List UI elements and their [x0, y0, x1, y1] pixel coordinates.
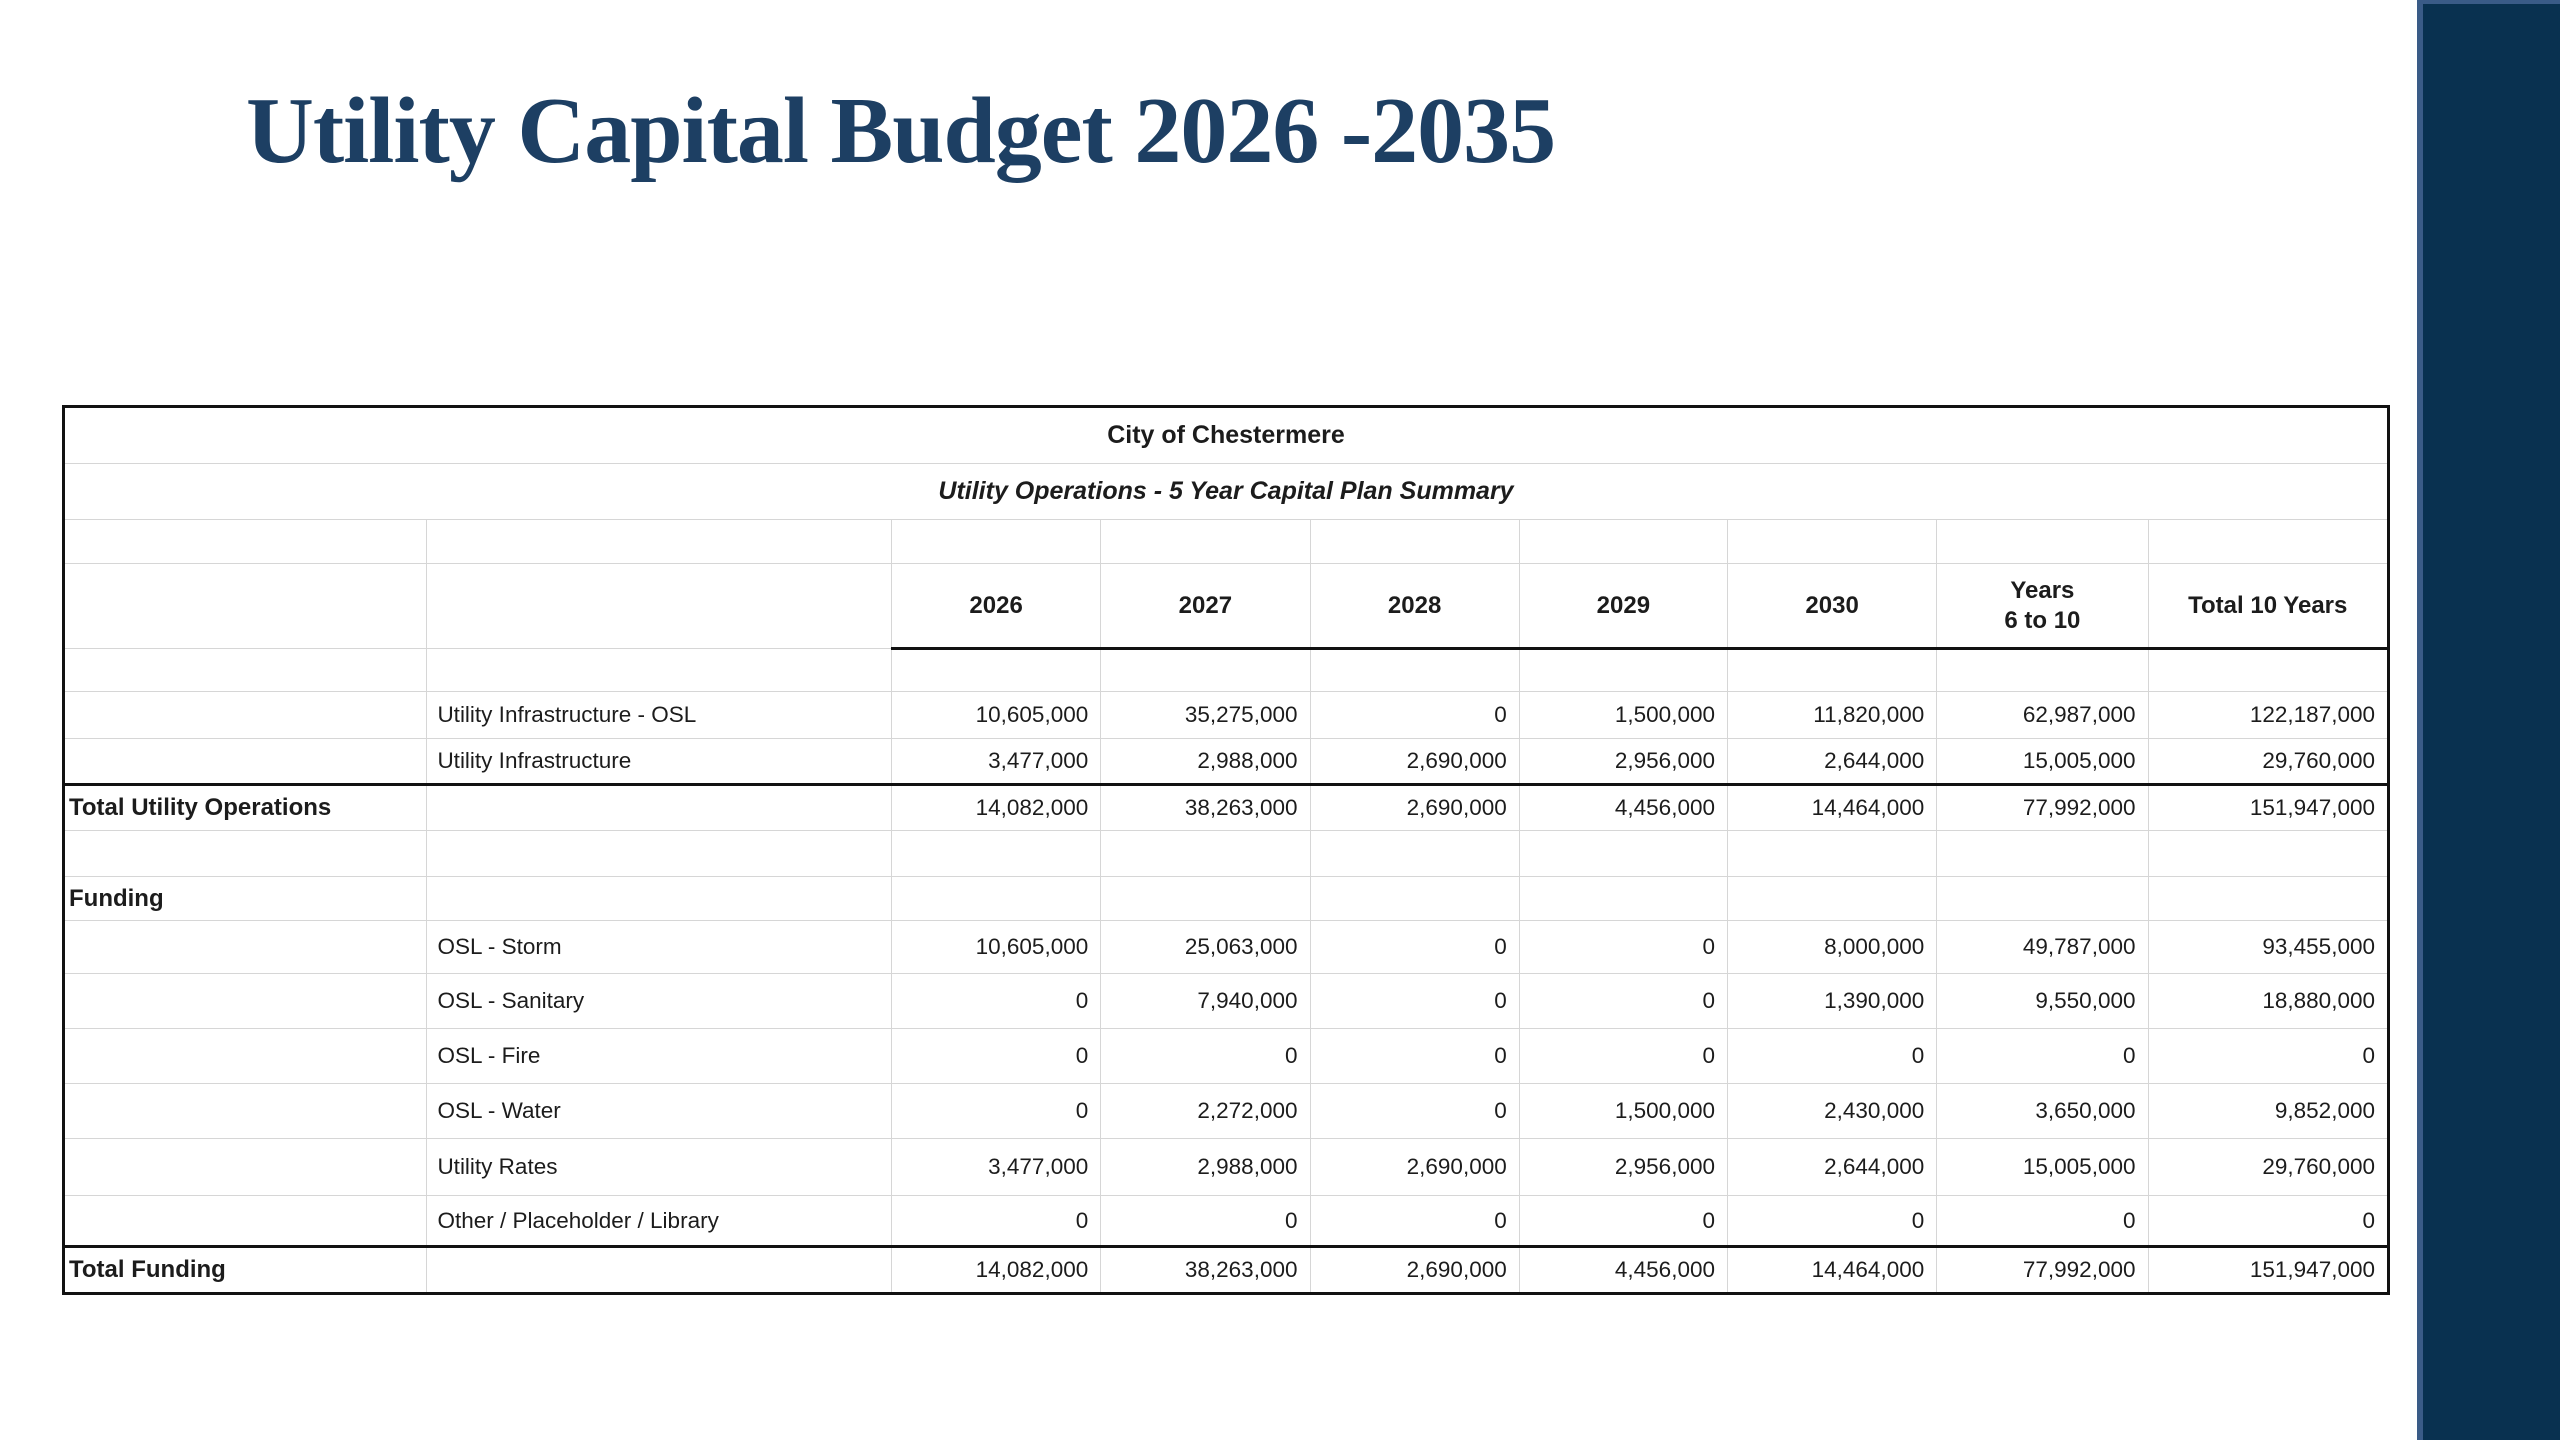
slide-title: Utility Capital Budget 2026 -2035: [246, 79, 1556, 183]
amount-cell: 0: [1310, 974, 1519, 1029]
amount-cell: 2,644,000: [1728, 739, 1937, 785]
empty-cell: [1310, 877, 1519, 921]
amount-cell: 0: [1937, 1196, 2148, 1247]
amount-cell: 2,956,000: [1519, 739, 1727, 785]
amount-cell: 2,988,000: [1101, 1139, 1310, 1196]
amount-cell: 3,477,000: [892, 739, 1101, 785]
section-label-funding: Funding: [64, 877, 427, 921]
empty-cell: [1519, 877, 1727, 921]
empty-cell: [2148, 649, 2389, 692]
spacer-row: [64, 520, 2389, 564]
col-header-2027: 2027: [1101, 564, 1310, 649]
row-label-utility-infrastructure-osl: Utility Infrastructure - OSL: [427, 692, 892, 739]
empty-cell: [892, 831, 1101, 877]
years-6-10-line1: Years: [2010, 576, 2075, 604]
empty-cell: [1937, 831, 2148, 877]
row-label-osl-water: OSL - Water: [427, 1084, 892, 1139]
amount-cell: 29,760,000: [2148, 1139, 2389, 1196]
amount-cell: 10,605,000: [892, 692, 1101, 739]
col-header-total-10-years: Total 10 Years: [2148, 564, 2389, 649]
capital-plan-table: [62, 405, 2390, 1295]
table-row: [64, 1196, 2389, 1247]
amount-cell: 1,390,000: [1728, 974, 1937, 1029]
table-row: [64, 739, 2389, 785]
amount-cell: 4,456,000: [1519, 785, 1727, 831]
amount-cell: 10,605,000: [892, 921, 1101, 974]
amount-cell: 0: [2148, 1029, 2389, 1084]
amount-cell: 9,550,000: [1937, 974, 2148, 1029]
amount-cell: 2,690,000: [1310, 785, 1519, 831]
amount-cell: 151,947,000: [2148, 785, 2389, 831]
amount-cell: 0: [2148, 1196, 2389, 1247]
empty-cell: [1728, 649, 1937, 692]
section-label-total-utility-operations: Total Utility Operations: [64, 785, 427, 831]
amount-cell: 0: [892, 1029, 1101, 1084]
empty-cell: [427, 564, 892, 649]
empty-cell: [2148, 520, 2389, 564]
empty-cell: [427, 1247, 892, 1294]
amount-cell: 77,992,000: [1937, 785, 2148, 831]
empty-cell: [1519, 831, 1727, 877]
empty-cell: [892, 520, 1101, 564]
amount-cell: 0: [1728, 1029, 1937, 1084]
empty-cell: [64, 649, 427, 692]
empty-cell: [1310, 649, 1519, 692]
amount-cell: 3,477,000: [892, 1139, 1101, 1196]
amount-cell: 62,987,000: [1937, 692, 2148, 739]
amount-cell: 0: [1519, 1029, 1727, 1084]
amount-cell: 3,650,000: [1937, 1084, 2148, 1139]
amount-cell: 122,187,000: [2148, 692, 2389, 739]
amount-cell: 0: [1728, 1196, 1937, 1247]
empty-cell: [64, 739, 427, 785]
amount-cell: 1,500,000: [1519, 1084, 1727, 1139]
table-row: [64, 1084, 2389, 1139]
row-label-osl-sanitary: OSL - Sanitary: [427, 974, 892, 1029]
col-header-2029: 2029: [1519, 564, 1727, 649]
empty-cell: [1937, 877, 2148, 921]
amount-cell: 4,456,000: [1519, 1247, 1727, 1294]
amount-cell: 1,500,000: [1519, 692, 1727, 739]
empty-cell: [1937, 649, 2148, 692]
amount-cell: 0: [1101, 1196, 1310, 1247]
amount-cell: 38,263,000: [1101, 785, 1310, 831]
amount-cell: 0: [1310, 1196, 1519, 1247]
empty-cell: [64, 831, 427, 877]
empty-cell: [427, 877, 892, 921]
amount-cell: 93,455,000: [2148, 921, 2389, 974]
empty-cell: [427, 520, 892, 564]
amount-cell: 11,820,000: [1728, 692, 1937, 739]
empty-cell: [2148, 831, 2389, 877]
empty-cell: [427, 785, 892, 831]
col-header-2028: 2028: [1310, 564, 1519, 649]
amount-cell: 2,272,000: [1101, 1084, 1310, 1139]
empty-cell: [1101, 649, 1310, 692]
empty-cell: [64, 921, 427, 974]
amount-cell: 0: [1937, 1029, 2148, 1084]
empty-cell: [64, 974, 427, 1029]
table-row: [64, 1139, 2389, 1196]
amount-cell: 0: [892, 1196, 1101, 1247]
table-subtitle: Utility Operations - 5 Year Capital Plan Summary: [64, 464, 2389, 520]
amount-cell: 0: [1310, 1084, 1519, 1139]
table-title-row: [64, 407, 2389, 464]
amount-cell: 38,263,000: [1101, 1247, 1310, 1294]
amount-cell: 0: [1519, 1196, 1727, 1247]
empty-cell: [64, 1196, 427, 1247]
amount-cell: 35,275,000: [1101, 692, 1310, 739]
amount-cell: 0: [1310, 1029, 1519, 1084]
amount-cell: 2,690,000: [1310, 1247, 1519, 1294]
empty-cell: [2148, 877, 2389, 921]
amount-cell: 0: [1519, 921, 1727, 974]
empty-cell: [64, 692, 427, 739]
empty-cell: [1310, 831, 1519, 877]
row-label-other-placeholder-library: Other / Placeholder / Library: [427, 1196, 892, 1247]
years-6-10-line2: 6 to 10: [2004, 606, 2081, 634]
table-title: City of Chestermere: [64, 407, 2389, 464]
empty-cell: [427, 649, 892, 692]
empty-cell: [892, 877, 1101, 921]
accent-bar: [2417, 0, 2560, 1440]
row-label-utility-rates: Utility Rates: [427, 1139, 892, 1196]
amount-cell: 14,082,000: [892, 785, 1101, 831]
amount-cell: 7,940,000: [1101, 974, 1310, 1029]
section-header-row: [64, 877, 2389, 921]
row-label-utility-infrastructure: Utility Infrastructure: [427, 739, 892, 785]
spacer-row: [64, 649, 2389, 692]
empty-cell: [1728, 831, 1937, 877]
empty-cell: [1519, 649, 1727, 692]
empty-cell: [64, 520, 427, 564]
amount-cell: 49,787,000: [1937, 921, 2148, 974]
empty-cell: [1937, 520, 2148, 564]
empty-cell: [64, 1084, 427, 1139]
amount-cell: 0: [892, 974, 1101, 1029]
amount-cell: 0: [1101, 1029, 1310, 1084]
amount-cell: 0: [1310, 921, 1519, 974]
empty-cell: [1519, 520, 1727, 564]
amount-cell: 9,852,000: [2148, 1084, 2389, 1139]
amount-cell: 8,000,000: [1728, 921, 1937, 974]
empty-cell: [1728, 877, 1937, 921]
amount-cell: 15,005,000: [1937, 739, 2148, 785]
amount-cell: 2,430,000: [1728, 1084, 1937, 1139]
section-label-total-funding: Total Funding: [64, 1247, 427, 1294]
col-header-years-6-to-10: [1937, 564, 2148, 649]
amount-cell: 2,690,000: [1310, 739, 1519, 785]
empty-cell: [1101, 831, 1310, 877]
empty-cell: [64, 1139, 427, 1196]
amount-cell: 14,082,000: [892, 1247, 1101, 1294]
total-row: [64, 785, 2389, 831]
spacer-row: [64, 831, 2389, 877]
amount-cell: 25,063,000: [1101, 921, 1310, 974]
amount-cell: 2,644,000: [1728, 1139, 1937, 1196]
column-header-row: [64, 564, 2389, 649]
amount-cell: 77,992,000: [1937, 1247, 2148, 1294]
amount-cell: 14,464,000: [1728, 1247, 1937, 1294]
amount-cell: 0: [892, 1084, 1101, 1139]
empty-cell: [1101, 520, 1310, 564]
empty-cell: [64, 564, 427, 649]
table-row: [64, 921, 2389, 974]
empty-cell: [64, 1029, 427, 1084]
total-row: [64, 1247, 2389, 1294]
row-label-osl-fire: OSL - Fire: [427, 1029, 892, 1084]
empty-cell: [892, 649, 1101, 692]
empty-cell: [1101, 877, 1310, 921]
amount-cell: 18,880,000: [2148, 974, 2389, 1029]
amount-cell: 0: [1519, 974, 1727, 1029]
table-subtitle-row: [64, 464, 2389, 520]
amount-cell: 2,956,000: [1519, 1139, 1727, 1196]
amount-cell: 0: [1310, 692, 1519, 739]
empty-cell: [1310, 520, 1519, 564]
col-header-2030: 2030: [1728, 564, 1937, 649]
table-row: [64, 692, 2389, 739]
amount-cell: 2,690,000: [1310, 1139, 1519, 1196]
col-header-2026: 2026: [892, 564, 1101, 649]
amount-cell: 29,760,000: [2148, 739, 2389, 785]
row-label-osl-storm: OSL - Storm: [427, 921, 892, 974]
table-row: [64, 1029, 2389, 1084]
empty-cell: [427, 831, 892, 877]
table-wrap: [62, 405, 2390, 1295]
amount-cell: 15,005,000: [1937, 1139, 2148, 1196]
empty-cell: [1728, 520, 1937, 564]
amount-cell: 2,988,000: [1101, 739, 1310, 785]
amount-cell: 151,947,000: [2148, 1247, 2389, 1294]
amount-cell: 14,464,000: [1728, 785, 1937, 831]
table-row: [64, 974, 2389, 1029]
